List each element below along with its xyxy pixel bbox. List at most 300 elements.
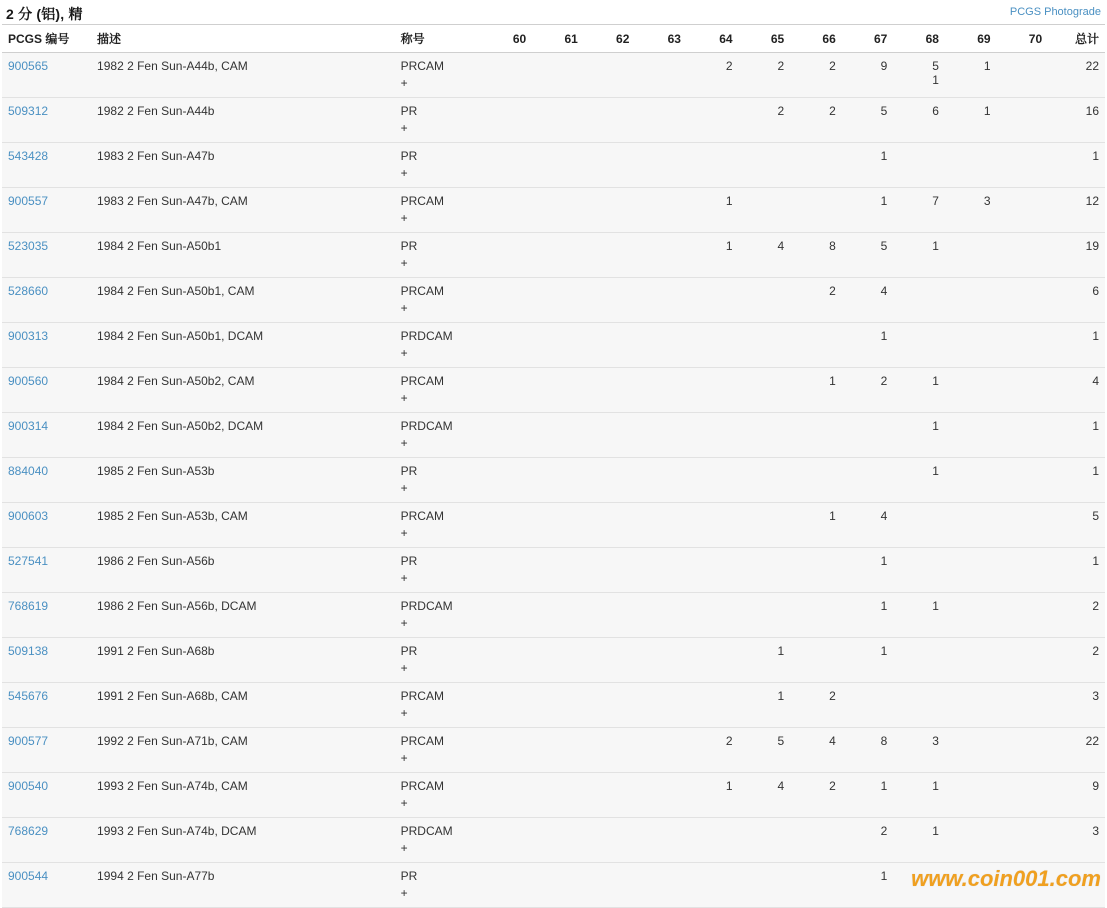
grade-cell-69 <box>945 458 997 503</box>
column-header-grade-63: 63 <box>635 25 687 53</box>
grade-cell-61 <box>532 233 584 278</box>
grade-cell-60 <box>481 773 533 818</box>
grade-cell-65: 2 <box>739 53 791 98</box>
grade-cell-62 <box>584 548 636 593</box>
grade-cell-66 <box>790 143 842 188</box>
designation-plus-label: + <box>400 436 408 450</box>
grade-cell-70 <box>997 458 1049 503</box>
grade-cell-70 <box>997 548 1049 593</box>
table-row <box>2 368 1105 413</box>
grade-cell-61 <box>532 188 584 233</box>
grade-cell-61 <box>532 593 584 638</box>
description-cell: 1984 2 Fen Sun-A50b2, CAM <box>91 368 395 413</box>
cert-number-link[interactable]: 768619 <box>8 599 49 613</box>
grade-cell-65: 1 <box>739 683 791 728</box>
designation-plus-label: + <box>400 841 408 855</box>
designation-cell <box>395 323 481 368</box>
grade-cell-64: 1 <box>687 188 739 233</box>
designation-label: PRCAM <box>400 374 444 388</box>
grade-cell-66 <box>790 548 842 593</box>
cert-number-link[interactable]: 509312 <box>8 104 49 118</box>
cert-number-link[interactable]: 900603 <box>8 509 49 523</box>
grade-cell-65 <box>739 863 791 908</box>
table-row <box>2 233 1105 278</box>
grade-cell-64 <box>687 98 739 143</box>
grade-cell-63 <box>635 638 687 683</box>
grade-cell-70 <box>997 143 1049 188</box>
cert-number-cell[interactable] <box>2 278 91 323</box>
grade-cell-63 <box>635 98 687 143</box>
designation-plus-label: + <box>400 121 408 135</box>
grade-cell-63 <box>635 818 687 863</box>
cert-number-cell[interactable] <box>2 143 91 188</box>
grade-cell-69 <box>945 683 997 728</box>
cert-number-cell[interactable] <box>2 863 91 908</box>
grade-cell-67 <box>842 683 894 728</box>
grade-cell-62 <box>584 188 636 233</box>
grade-cell-60 <box>481 323 533 368</box>
table-row <box>2 728 1105 773</box>
designation-label: PRCAM <box>400 194 444 208</box>
cert-number-link[interactable]: 900540 <box>8 779 49 793</box>
site-watermark: www.coin001.com <box>911 866 1101 891</box>
designation-plus-label: + <box>400 481 408 495</box>
grade-cell-68: 6 <box>893 98 945 143</box>
grade-cell-70 <box>997 683 1049 728</box>
grade-cell-63 <box>635 593 687 638</box>
grade-cell-70 <box>997 773 1049 818</box>
grade-cell-65: 1 <box>739 638 791 683</box>
total-cell: 6 <box>1048 278 1105 323</box>
cert-number-cell[interactable] <box>2 368 91 413</box>
grade-cell-67: 1 <box>842 638 894 683</box>
grade-cell-65 <box>739 413 791 458</box>
grade-cell-69 <box>945 818 997 863</box>
description-cell: 1984 2 Fen Sun-A50b1, CAM <box>91 278 395 323</box>
description-cell: 1984 2 Fen Sun-A50b1, DCAM <box>91 323 395 368</box>
grade-cell-67: 1 <box>842 593 894 638</box>
designation-plus-label: + <box>400 571 408 585</box>
table-row <box>2 143 1105 188</box>
description-cell: 1986 2 Fen Sun-A56b <box>91 548 395 593</box>
grade-cell-64 <box>687 143 739 188</box>
grade-cell-62 <box>584 278 636 323</box>
designation-label: PR <box>400 554 418 568</box>
grade-cell-68 <box>893 53 945 98</box>
cert-number-link[interactable]: 509138 <box>8 644 49 658</box>
description-cell: 1986 2 Fen Sun-A56b, DCAM <box>91 593 395 638</box>
grade-cell-63 <box>635 503 687 548</box>
grade-cell-62 <box>584 98 636 143</box>
grade-cell-67: 1 <box>842 188 894 233</box>
total-cell: 2 <box>1048 638 1105 683</box>
grade-cell-60 <box>481 638 533 683</box>
cert-number-cell[interactable] <box>2 773 91 818</box>
grade-cell-64 <box>687 368 739 413</box>
grade-cell-63 <box>635 278 687 323</box>
population-table <box>2 24 1105 908</box>
grade-count-value: 1 <box>932 73 939 87</box>
grade-cell-69 <box>945 548 997 593</box>
column-header-grade-67: 67 <box>842 25 894 53</box>
table-header-row <box>2 25 1105 53</box>
grade-cell-62 <box>584 683 636 728</box>
designation-cell <box>395 683 481 728</box>
table-body <box>2 53 1105 908</box>
column-header-grade-64: 64 <box>687 25 739 53</box>
designation-label: PRDCAM <box>400 419 453 433</box>
grade-cell-66 <box>790 638 842 683</box>
designation-cell <box>395 548 481 593</box>
cert-number-link[interactable]: 528660 <box>8 284 49 298</box>
designation-plus-label: + <box>400 256 408 270</box>
cert-number-cell[interactable] <box>2 593 91 638</box>
grade-cell-62 <box>584 818 636 863</box>
column-header-designation: 称号 <box>395 25 481 53</box>
designation-label: PRCAM <box>400 284 444 298</box>
grade-cell-70 <box>997 233 1049 278</box>
grade-cell-64 <box>687 323 739 368</box>
grade-cell-66: 2 <box>790 53 842 98</box>
grade-cell-61 <box>532 638 584 683</box>
grade-cell-65 <box>739 503 791 548</box>
grade-cell-64 <box>687 503 739 548</box>
designation-plus-label: + <box>400 526 408 540</box>
grade-cell-63 <box>635 413 687 458</box>
cert-number-link[interactable]: 900314 <box>8 419 49 433</box>
grade-cell-67: 8 <box>842 728 894 773</box>
grade-cell-67: 2 <box>842 818 894 863</box>
grade-cell-68 <box>893 503 945 548</box>
grade-cell-69 <box>945 368 997 413</box>
table-row <box>2 458 1105 503</box>
grade-cell-67: 1 <box>842 863 894 908</box>
cert-number-cell[interactable] <box>2 548 91 593</box>
grade-cell-63 <box>635 323 687 368</box>
designation-plus-label: + <box>400 661 408 675</box>
grade-cell-70 <box>997 368 1049 413</box>
designation-cell <box>395 368 481 413</box>
grade-cell-68: 1 <box>893 413 945 458</box>
grade-cell-67 <box>842 458 894 503</box>
total-cell: 1 <box>1048 413 1105 458</box>
grade-cell-63 <box>635 863 687 908</box>
column-header-grade-61: 61 <box>532 25 584 53</box>
grade-cell-69 <box>945 143 997 188</box>
description-cell: 1983 2 Fen Sun-A47b <box>91 143 395 188</box>
cert-number-cell[interactable] <box>2 188 91 233</box>
grade-cell-61 <box>532 773 584 818</box>
table-row <box>2 503 1105 548</box>
grade-cell-60 <box>481 233 533 278</box>
cert-number-link[interactable]: 900544 <box>8 869 49 883</box>
designation-cell <box>395 458 481 503</box>
pcgs-photograde-link[interactable]: PCGS Photograde <box>1009 6 1101 18</box>
total-cell: 22 <box>1048 728 1105 773</box>
column-header-grade-60: 60 <box>481 25 533 53</box>
grade-cell-61 <box>532 818 584 863</box>
grade-cell-70 <box>997 188 1049 233</box>
designation-plus-label: + <box>400 166 408 180</box>
cert-number-link[interactable]: 900577 <box>8 734 49 748</box>
grade-cell-60 <box>481 278 533 323</box>
grade-cell-65 <box>739 143 791 188</box>
grade-cell-62 <box>584 458 636 503</box>
grade-cell-61 <box>532 278 584 323</box>
grade-cell-64 <box>687 863 739 908</box>
grade-cell-70 <box>997 593 1049 638</box>
cert-number-link[interactable]: 768629 <box>8 824 49 838</box>
grade-cell-60 <box>481 683 533 728</box>
grade-cell-63 <box>635 548 687 593</box>
designation-plus-label: + <box>400 886 408 900</box>
total-cell: 1 <box>1048 143 1105 188</box>
designation-cell <box>395 818 481 863</box>
total-cell: 3 <box>1048 818 1105 863</box>
cert-number-cell[interactable] <box>2 458 91 503</box>
designation-label: PRDCAM <box>400 599 453 613</box>
grade-cell-67: 9 <box>842 53 894 98</box>
cert-number-cell[interactable] <box>2 728 91 773</box>
table-row <box>2 593 1105 638</box>
grade-cell-61 <box>532 863 584 908</box>
grade-cell-66: 1 <box>790 368 842 413</box>
designation-label: PR <box>400 104 418 118</box>
designation-plus-label: + <box>400 706 408 720</box>
designation-cell <box>395 53 481 98</box>
grade-cell-65 <box>739 458 791 503</box>
description-cell: 1993 2 Fen Sun-A74b, DCAM <box>91 818 395 863</box>
table-row <box>2 638 1105 683</box>
grade-cell-68 <box>893 638 945 683</box>
cert-number-link[interactable]: 523035 <box>8 239 49 253</box>
cert-number-link[interactable]: 900557 <box>8 194 49 208</box>
grade-cell-64 <box>687 278 739 323</box>
grade-cell-63 <box>635 368 687 413</box>
grade-cell-62 <box>584 503 636 548</box>
grade-cell-69 <box>945 863 997 908</box>
total-cell: 12 <box>1048 188 1105 233</box>
grade-cell-68: 1 <box>893 818 945 863</box>
grade-cell-70 <box>997 413 1049 458</box>
cert-number-cell[interactable] <box>2 503 91 548</box>
grade-cell-69 <box>945 593 997 638</box>
cert-number-link[interactable]: 545676 <box>8 689 49 703</box>
table-row <box>2 863 1105 908</box>
page-header <box>0 0 1107 24</box>
column-header-grade-69: 69 <box>945 25 997 53</box>
cert-number-link[interactable]: 884040 <box>8 464 49 478</box>
grade-cell-66 <box>790 818 842 863</box>
description-cell: 1985 2 Fen Sun-A53b, CAM <box>91 503 395 548</box>
cert-number-cell[interactable] <box>2 683 91 728</box>
column-header-grade-70: 70 <box>997 25 1049 53</box>
grade-cell-63 <box>635 728 687 773</box>
designation-plus-label: + <box>400 211 408 225</box>
grade-cell-65: 2 <box>739 98 791 143</box>
designation-cell <box>395 143 481 188</box>
grade-cell-69 <box>945 323 997 368</box>
grade-cell-68: 1 <box>893 593 945 638</box>
grade-cell-65: 4 <box>739 773 791 818</box>
cert-number-cell[interactable] <box>2 98 91 143</box>
description-cell: 1984 2 Fen Sun-A50b2, DCAM <box>91 413 395 458</box>
designation-plus-label: + <box>400 391 408 405</box>
description-cell: 1991 2 Fen Sun-A68b <box>91 638 395 683</box>
designation-label: PRDCAM <box>400 329 453 343</box>
designation-plus-label: + <box>400 616 408 630</box>
grade-cell-66 <box>790 413 842 458</box>
grade-cell-60 <box>481 728 533 773</box>
designation-label: PR <box>400 149 418 163</box>
grade-cell-69: 1 <box>945 98 997 143</box>
designation-cell <box>395 278 481 323</box>
description-cell: 1982 2 Fen Sun-A44b <box>91 98 395 143</box>
grade-cell-66 <box>790 863 842 908</box>
description-cell: 1985 2 Fen Sun-A53b <box>91 458 395 503</box>
grade-cell-67: 2 <box>842 368 894 413</box>
cert-number-link[interactable]: 900313 <box>8 329 49 343</box>
designation-cell <box>395 638 481 683</box>
grade-cell-60 <box>481 548 533 593</box>
grade-cell-68: 1 <box>893 368 945 413</box>
grade-cell-68: 1 <box>893 458 945 503</box>
grade-cell-70 <box>997 323 1049 368</box>
designation-plus-label: + <box>400 346 408 360</box>
cert-number-cell[interactable] <box>2 413 91 458</box>
designation-cell <box>395 188 481 233</box>
cert-number-link[interactable]: 527541 <box>8 554 49 568</box>
designation-cell <box>395 503 481 548</box>
grade-cell-61 <box>532 368 584 413</box>
grade-cell-67: 1 <box>842 323 894 368</box>
grade-cell-60 <box>481 188 533 233</box>
grade-cell-64 <box>687 593 739 638</box>
designation-label: PRDCAM <box>400 824 453 838</box>
grade-cell-62 <box>584 413 636 458</box>
cert-number-link[interactable]: 543428 <box>8 149 49 163</box>
description-cell: 1983 2 Fen Sun-A47b, CAM <box>91 188 395 233</box>
grade-cell-63 <box>635 143 687 188</box>
grade-cell-64: 2 <box>687 53 739 98</box>
cert-number-cell[interactable] <box>2 53 91 98</box>
grade-cell-69 <box>945 728 997 773</box>
grade-cell-70 <box>997 53 1049 98</box>
page-title: 2 分 (铝), 精 <box>6 6 83 22</box>
grade-cell-62 <box>584 638 636 683</box>
description-cell: 1984 2 Fen Sun-A50b1 <box>91 233 395 278</box>
grade-cell-67 <box>842 413 894 458</box>
column-header-grade-66: 66 <box>790 25 842 53</box>
grade-cell-60 <box>481 593 533 638</box>
designation-label: PR <box>400 239 418 253</box>
designation-plus-label: + <box>400 76 408 90</box>
grade-cell-68 <box>893 683 945 728</box>
table-row <box>2 278 1105 323</box>
cert-number-cell[interactable] <box>2 638 91 683</box>
designation-cell <box>395 233 481 278</box>
grade-cell-64 <box>687 638 739 683</box>
grade-cell-64: 1 <box>687 233 739 278</box>
table-row <box>2 188 1105 233</box>
grade-cell-62 <box>584 593 636 638</box>
grade-cell-61 <box>532 728 584 773</box>
total-cell: 1 <box>1048 548 1105 593</box>
total-cell: 9 <box>1048 773 1105 818</box>
grade-cell-61 <box>532 413 584 458</box>
grade-cell-65 <box>739 323 791 368</box>
grade-cell-62 <box>584 773 636 818</box>
grade-cell-62 <box>584 323 636 368</box>
grade-cell-60 <box>481 503 533 548</box>
grade-cell-66 <box>790 458 842 503</box>
grade-cell-69 <box>945 773 997 818</box>
designation-plus-label: + <box>400 796 408 810</box>
description-cell: 1994 2 Fen Sun-A77b <box>91 863 395 908</box>
grade-cell-70 <box>997 863 1049 908</box>
grade-cell-68: 3 <box>893 728 945 773</box>
designation-cell <box>395 98 481 143</box>
grade-cell-61 <box>532 458 584 503</box>
grade-cell-64 <box>687 413 739 458</box>
description-cell: 1982 2 Fen Sun-A44b, CAM <box>91 53 395 98</box>
cert-number-cell[interactable] <box>2 818 91 863</box>
grade-cell-69 <box>945 413 997 458</box>
grade-cell-67: 4 <box>842 278 894 323</box>
designation-plus-label: + <box>400 301 408 315</box>
grade-cell-65 <box>739 278 791 323</box>
grade-cell-61 <box>532 323 584 368</box>
grade-cell-63 <box>635 458 687 503</box>
total-cell: 16 <box>1048 98 1105 143</box>
grade-cell-67: 1 <box>842 548 894 593</box>
grade-cell-68 <box>893 278 945 323</box>
grade-cell-62 <box>584 863 636 908</box>
grade-cell-66: 2 <box>790 683 842 728</box>
grade-cell-60 <box>481 863 533 908</box>
grade-cell-62 <box>584 233 636 278</box>
designation-label: PR <box>400 869 418 883</box>
cert-number-cell[interactable] <box>2 233 91 278</box>
grade-cell-65: 5 <box>739 728 791 773</box>
grade-cell-68: 1 <box>893 773 945 818</box>
grade-cell-70 <box>997 728 1049 773</box>
total-cell: 1 <box>1048 323 1105 368</box>
grade-cell-63 <box>635 188 687 233</box>
grade-cell-66 <box>790 323 842 368</box>
cert-number-link[interactable]: 900560 <box>8 374 49 388</box>
cert-number-cell[interactable] <box>2 323 91 368</box>
grade-cell-62 <box>584 728 636 773</box>
grade-cell-70 <box>997 503 1049 548</box>
grade-cell-70 <box>997 638 1049 683</box>
cert-number-link[interactable]: 900565 <box>8 59 49 73</box>
designation-label: PRCAM <box>400 779 444 793</box>
table-row <box>2 413 1105 458</box>
table-row <box>2 683 1105 728</box>
grade-cell-60 <box>481 143 533 188</box>
grade-cell-61 <box>532 683 584 728</box>
column-header-total: 总计 <box>1048 25 1105 53</box>
grade-cell-65: 4 <box>739 233 791 278</box>
grade-cell-63 <box>635 233 687 278</box>
grade-cell-60 <box>481 98 533 143</box>
column-header-description: 描述 <box>91 25 395 53</box>
grade-cell-65 <box>739 548 791 593</box>
grade-cell-67: 5 <box>842 98 894 143</box>
designation-cell <box>395 728 481 773</box>
total-cell: 5 <box>1048 503 1105 548</box>
